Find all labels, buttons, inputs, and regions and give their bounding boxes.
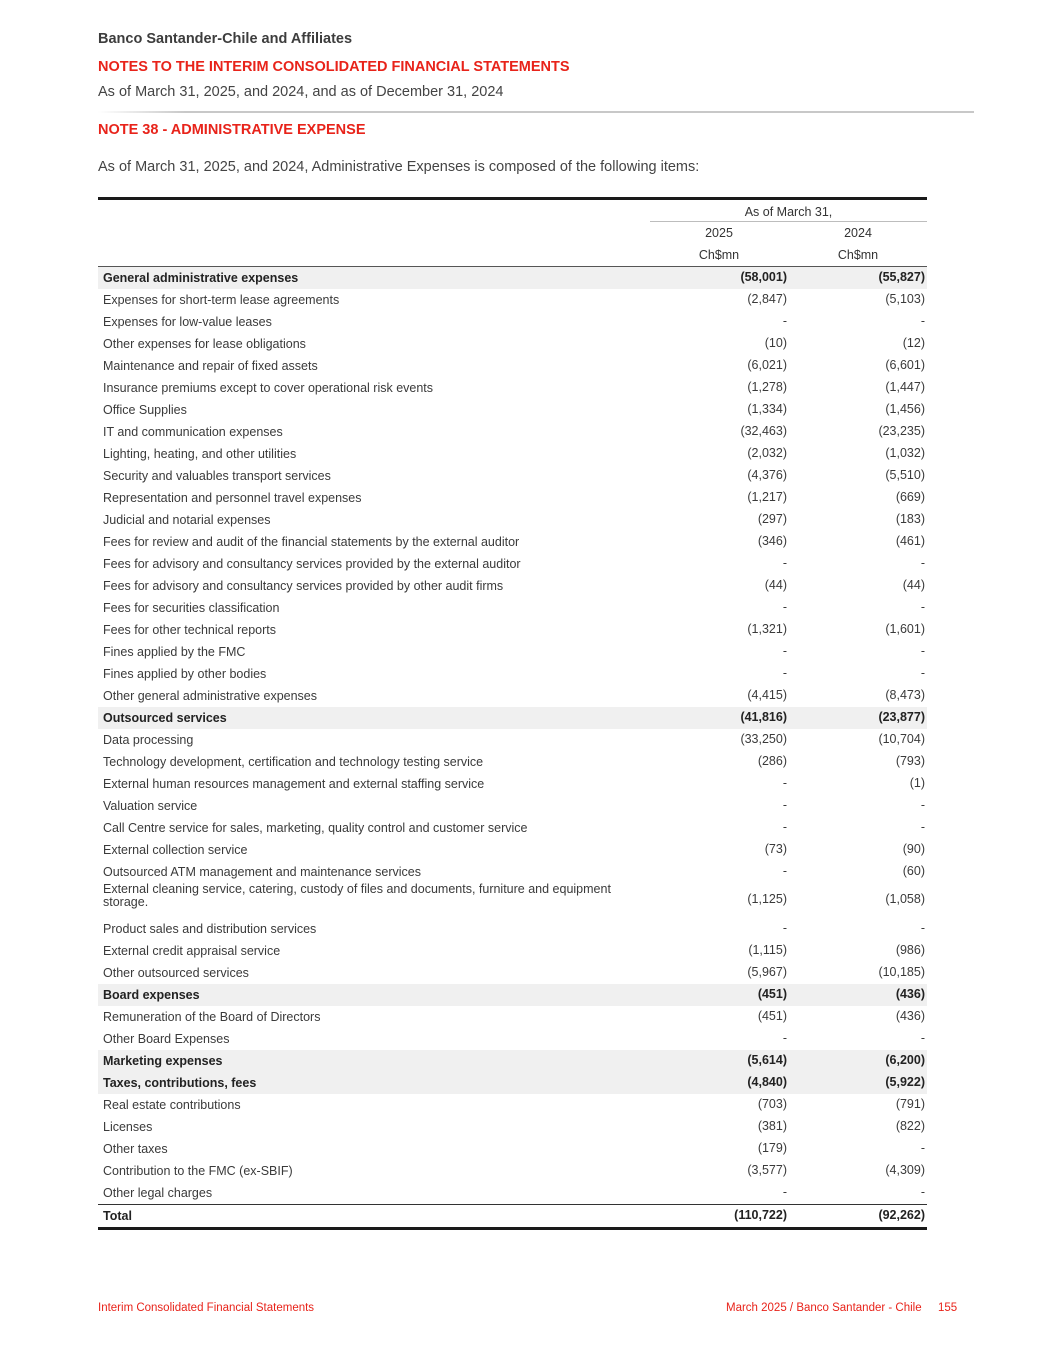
unit-header-row — [98, 244, 927, 266]
unit-2025-header: Ch$mn — [698, 248, 740, 262]
table-row — [98, 641, 927, 663]
row-label: Insurance premiums except to cover operational risk events — [103, 381, 434, 395]
value-2025: - — [782, 1031, 787, 1045]
row-label: Data processing — [103, 733, 194, 747]
value-2025: (1,321) — [747, 622, 787, 636]
table-row — [98, 918, 927, 940]
table-row — [98, 575, 927, 597]
value-2025: (2,847) — [747, 292, 787, 306]
page-number: 155 — [938, 1302, 958, 1314]
table-row — [98, 1094, 927, 1116]
year-header-row — [98, 222, 927, 244]
table-row — [98, 861, 927, 883]
table-section-row — [98, 267, 927, 289]
value-2024: (12) — [902, 336, 925, 350]
table-body — [98, 267, 927, 1204]
value-2025: (2,032) — [747, 446, 787, 460]
value-2025: (5,614) — [747, 1053, 787, 1067]
table-row — [98, 531, 927, 553]
value-2024: (23,877) — [878, 710, 925, 724]
row-label: Expenses for short-term lease agreements — [103, 293, 340, 307]
table-row — [98, 883, 927, 918]
total-row — [98, 1204, 927, 1230]
value-2024: - — [920, 1185, 925, 1199]
value-2024: (5,103) — [885, 292, 925, 306]
value-2024: (183) — [895, 512, 925, 526]
table-row — [98, 663, 927, 685]
value-2025: - — [782, 600, 787, 614]
value-2024: (793) — [895, 754, 925, 768]
value-2025: - — [782, 666, 787, 680]
row-label: Fees for advisory and consultancy services provided by the external auditor — [103, 557, 521, 571]
value-2025: - — [782, 798, 787, 812]
value-2025: (5,967) — [747, 965, 787, 979]
value-2024: - — [920, 314, 925, 328]
year-2025-header: 2025 — [705, 226, 733, 240]
value-2025: (451) — [757, 1009, 787, 1023]
value-2025: - — [782, 921, 787, 935]
table-row — [98, 465, 927, 487]
value-2025: (6,021) — [747, 358, 787, 372]
table-row — [98, 619, 927, 641]
row-label: Fees for other technical reports — [103, 623, 276, 637]
value-2024: (6,200) — [885, 1053, 925, 1067]
table-row — [98, 553, 927, 575]
row-label: General administrative expenses — [103, 271, 299, 285]
value-2025: (346) — [757, 534, 787, 548]
value-2024: (461) — [895, 534, 925, 548]
row-label: Other expenses for lease obligations — [103, 337, 306, 351]
value-2025: - — [782, 1185, 787, 1199]
value-2025: - — [782, 644, 787, 658]
table-row — [98, 399, 927, 421]
value-2024: (1,032) — [885, 446, 925, 460]
table-row — [98, 751, 927, 773]
row-label: Other Board Expenses — [103, 1032, 230, 1046]
intro-text: As of March 31, 2025, and 2024, Administrative Expenses is composed of the following items: — [98, 159, 700, 175]
row-label: Expenses for low-value leases — [103, 315, 272, 329]
value-2024: (791) — [895, 1097, 925, 1111]
value-2025: (3,577) — [747, 1163, 787, 1177]
table-row — [98, 443, 927, 465]
table-row — [98, 940, 927, 962]
value-2024: (1,601) — [885, 622, 925, 636]
unit-2024-header: Ch$mn — [837, 248, 879, 262]
value-2024: (23,235) — [878, 424, 925, 438]
row-label: Other taxes — [103, 1142, 168, 1156]
value-2024: (10,185) — [878, 965, 925, 979]
value-2024: (1) — [909, 776, 925, 790]
value-2025: (10) — [764, 336, 787, 350]
table-row — [98, 311, 927, 333]
row-label: Product sales and distribution services — [103, 922, 317, 936]
footer-publication: March 2025 / Banco Santander - Chile — [726, 1302, 922, 1314]
value-2024: (4,309) — [885, 1163, 925, 1177]
table-section-row — [98, 984, 927, 1006]
row-label: Fees for securities classification — [103, 601, 280, 615]
value-2025: (33,250) — [740, 732, 787, 746]
row-label: Security and valuables transport services — [103, 469, 331, 483]
value-2024: (1,058) — [885, 892, 925, 906]
row-label: Board expenses — [103, 988, 200, 1002]
value-2025: (1,217) — [747, 490, 787, 504]
table-row — [98, 1160, 927, 1182]
value-2024: - — [920, 600, 925, 614]
row-label: Other general administrative expenses — [103, 689, 318, 703]
total-2025: (110,722) — [734, 1208, 787, 1222]
row-label: External collection service — [103, 843, 248, 857]
row-label: Fines applied by the FMC — [103, 645, 246, 659]
table-row — [98, 685, 927, 707]
value-2024: - — [920, 1031, 925, 1045]
value-2025: (32,463) — [740, 424, 787, 438]
table-row — [98, 962, 927, 984]
value-2024: (8,473) — [885, 688, 925, 702]
value-2024: (44) — [902, 578, 925, 592]
table-row — [98, 1138, 927, 1160]
table-section-row — [98, 1072, 927, 1094]
value-2025: - — [782, 314, 787, 328]
row-label: Office Supplies — [103, 403, 187, 417]
value-2025: (41,816) — [740, 710, 787, 724]
table-row — [98, 773, 927, 795]
value-2024: - — [920, 1141, 925, 1155]
row-label: Fees for review and audit of the financial statements by the external auditor — [103, 535, 520, 549]
value-2025: (1,125) — [747, 892, 787, 906]
value-2024: (436) — [895, 1009, 925, 1023]
value-2025: (1,334) — [747, 402, 787, 416]
row-label: Call Centre service for sales, marketing, quality control and customer service — [103, 821, 528, 835]
value-2024: - — [920, 798, 925, 812]
row-label: Maintenance and repair of fixed assets — [103, 359, 318, 373]
table-row — [98, 421, 927, 443]
value-2024: (90) — [902, 842, 925, 856]
row-label: Contribution to the FMC (ex-SBIF) — [103, 1164, 293, 1178]
table-row — [98, 487, 927, 509]
table-section-row — [98, 707, 927, 729]
table-row — [98, 1182, 927, 1204]
row-label: Outsourced ATM management and maintenance services — [103, 865, 421, 879]
table-row — [98, 729, 927, 751]
row-label: Outsourced services — [103, 711, 227, 725]
value-2024: (1,447) — [885, 380, 925, 394]
value-2024: - — [920, 820, 925, 834]
company-name: Banco Santander-Chile and Affiliates — [98, 31, 353, 47]
table-row — [98, 377, 927, 399]
table-row — [98, 839, 927, 861]
value-2025: (73) — [764, 842, 787, 856]
row-label: IT and communication expenses — [103, 425, 283, 439]
value-2025: - — [782, 556, 787, 570]
value-2024: (10,704) — [878, 732, 925, 746]
value-2025: - — [782, 776, 787, 790]
value-2024: (55,827) — [878, 270, 925, 284]
value-2024: (822) — [895, 1119, 925, 1133]
row-label: Fees for advisory and consultancy services provided by other audit firms — [103, 579, 504, 593]
value-2025: (4,415) — [747, 688, 787, 702]
value-2025: (58,001) — [740, 270, 787, 284]
value-2024: - — [920, 644, 925, 658]
row-label: Taxes, contributions, fees — [103, 1076, 257, 1090]
row-label: Judicial and notarial expenses — [103, 513, 271, 527]
value-2024: - — [920, 921, 925, 935]
date-line: As of March 31, 2025, and 2024, and as of December 31, 2024 — [98, 84, 504, 100]
table-row — [98, 355, 927, 377]
value-2025: - — [782, 864, 787, 878]
table-row — [98, 1028, 927, 1050]
row-label: Technology development, certification and technology testing service — [103, 755, 484, 769]
row-label: Other legal charges — [103, 1186, 213, 1200]
value-2025: (297) — [757, 512, 787, 526]
value-2025: (44) — [764, 578, 787, 592]
row-label: Remuneration of the Board of Directors — [103, 1010, 321, 1024]
value-2025: (703) — [757, 1097, 787, 1111]
table-row — [98, 333, 927, 355]
table-section-row — [98, 1050, 927, 1072]
table-row — [98, 289, 927, 311]
notes-title: NOTES TO THE INTERIM CONSOLIDATED FINANCIAL STATEMENTS — [98, 59, 570, 75]
row-label: External credit appraisal service — [103, 944, 281, 958]
value-2024: - — [920, 666, 925, 680]
period-header-label: As of March 31, — [744, 205, 833, 219]
value-2024: (5,922) — [885, 1075, 925, 1089]
row-label: External cleaning service, catering, custody of files and documents, furniture and equipment storage. — [103, 882, 611, 909]
value-2024: (669) — [895, 490, 925, 504]
row-label: Real estate contributions — [103, 1098, 241, 1112]
value-2025: (1,115) — [748, 943, 787, 957]
total-label: Total — [103, 1209, 132, 1223]
row-label: Lighting, heating, and other utilities — [103, 447, 297, 461]
value-2024: - — [920, 556, 925, 570]
value-2024: (6,601) — [885, 358, 925, 372]
total-2024: (92,262) — [878, 1208, 925, 1222]
value-2024: (436) — [895, 987, 925, 1001]
expense-table — [98, 197, 927, 1230]
row-label: External human resources management and external staffing service — [103, 777, 485, 791]
value-2025: (451) — [757, 987, 787, 1001]
row-label: Fines applied by other bodies — [103, 667, 267, 681]
table-row — [98, 1116, 927, 1138]
value-2025: (4,840) — [747, 1075, 787, 1089]
header-divider — [98, 111, 974, 113]
table-row — [98, 509, 927, 531]
row-label: Valuation service — [103, 799, 198, 813]
year-2024-header: 2024 — [844, 226, 872, 240]
row-label: Other outsourced services — [103, 966, 249, 980]
table-row — [98, 1006, 927, 1028]
footer-document-title: Interim Consolidated Financial Statements — [98, 1302, 315, 1314]
note-title: NOTE 38 - ADMINISTRATIVE EXPENSE — [98, 122, 366, 138]
table-row — [98, 795, 927, 817]
row-label: Marketing expenses — [103, 1054, 223, 1068]
value-2025: (1,278) — [747, 380, 787, 394]
table-row — [98, 817, 927, 839]
table-row — [98, 597, 927, 619]
period-header — [98, 200, 927, 222]
value-2024: (5,510) — [885, 468, 925, 482]
value-2024: (1,456) — [885, 402, 925, 416]
value-2025: - — [782, 820, 787, 834]
value-2024: (60) — [902, 864, 925, 878]
value-2024: (986) — [895, 943, 925, 957]
value-2025: (179) — [757, 1141, 787, 1155]
row-label: Licenses — [103, 1120, 153, 1134]
value-2025: (4,376) — [747, 468, 787, 482]
value-2025: (381) — [757, 1119, 787, 1133]
row-label: Representation and personnel travel expenses — [103, 491, 362, 505]
value-2025: (286) — [757, 754, 787, 768]
